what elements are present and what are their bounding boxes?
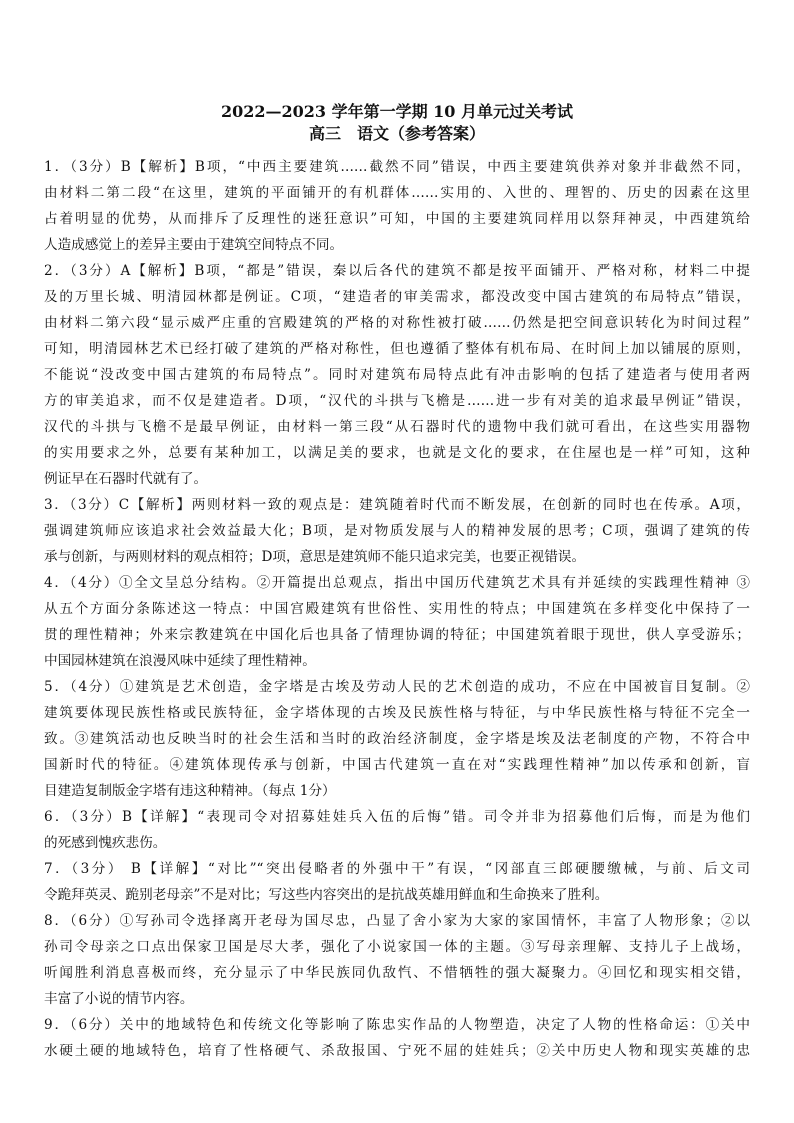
answer-text-line: 中国园林建筑在浪漫风味中延续了理性精神。 [44, 653, 316, 669]
answer-text-line: 国新时代的特征。④建筑体现传承与创新，中国古代建筑一直在对“实践理性精神”加以传承和创新，盲 [44, 757, 750, 773]
answer-text-line: 及的万里长城、明清园林都是例证。C项，“建造者的审美需求，都没改变中国古建筑的布局特点”错误， [44, 289, 750, 305]
answer-text-line: 孙司令母亲之口点出保家卫国是尽大孝，强化了小说家国一体的主题。③写母亲理解、支持儿子上战场， [44, 939, 750, 955]
answer-item [44, 856, 750, 908]
answer-item [44, 674, 750, 804]
answer-list [44, 154, 750, 1064]
answer-text-line: 由材料二第六段“显示威严庄重的宫殿建筑的严格的对称性被打破……仍然是把空间意识转化为时间过程” [44, 315, 750, 331]
answer-text-line: 7．（3分） B【详解】“对比”“突出侵略者的外强中干”有误，“冈部直三郎硬腰缴械，与前、后文司 [44, 861, 750, 877]
answer-text-line: 2．（3分）A【解析】B项，“都是”错误，秦以后各代的建筑不都是按平面铺开、严格对称，材料二中提 [44, 263, 750, 279]
answer-text-line: 3．（3分）C【解析】两则材料一致的观点是：建筑随着时代而不断发展，在创新的同时也在传承。A项， [44, 497, 750, 513]
answer-text-line: 强调建筑师应该追求社会效益最大化；B项，是对物质发展与人的精神发展的思考；C项，强调了建筑的传 [44, 523, 750, 539]
answer-item [44, 804, 750, 856]
answer-text-line: 丰富了小说的情节内容。 [44, 991, 194, 1007]
answer-text-line: 不能说“没改变中国古建筑的布局特点”。同时对建筑布局特点此有冲击影响的包括了建造者与使用者两 [44, 367, 750, 383]
answer-item [44, 492, 750, 570]
answer-item [44, 908, 750, 1012]
answer-text-line: 1．（3分）B【解析】B项，“中西主要建筑……截然不同”错误，中西主要建筑供养对象并非截然不同， [44, 159, 750, 175]
answer-item [44, 570, 750, 674]
answer-text-line: 人造成感觉上的差异主要由于建筑空间特点不同。 [44, 237, 344, 253]
answer-text-line: 从五个方面分条陈述这一特点：中国宫殿建筑有世俗性、实用性的特点；中国建筑在多样变化中保持了一 [44, 601, 750, 617]
answer-text-line: 5．（4分）①建筑是艺术创造，金字塔是古埃及劳动人民的艺术创造的成功，不应在中国被盲目复制。② [44, 679, 750, 695]
page-subtitle: 高三 语文（参考答案） [308, 124, 485, 143]
answer-text-line: 6．（3分）B【详解】“表现司令对招募娃娃兵入伍的后悔”错。司令并非为招募他们后悔，而是为他们 [44, 809, 750, 825]
answer-text-line: 水硬土硬的地域特色，培育了性格硬气、杀敌报国、宁死不屈的娃娃兵；②关中历史人物和现实英雄的忠 [44, 1043, 750, 1059]
answer-text-line: 致。③建筑活动也反映当时的社会生活和当时的政治经济制度，金字塔是埃及法老制度的产物，不符合中 [44, 731, 750, 747]
answer-text-line: 8．（6分）①写孙司令选择离开老母为国尽忠，凸显了舍小家为大家的家国情怀，丰富了人物形象；②以 [44, 913, 750, 929]
answer-text-line: 汉代的斗拱与飞檐不是最早例证，由材料一第三段“从石器时代的遗物中我们就可看出，在这些实用器物 [44, 419, 750, 435]
answer-text-line: 占着明显的优势，从而排斥了反理性的迷狂意识”可知，中国的主要建筑同样用以祭拜神灵，中西建筑给 [44, 211, 750, 227]
answer-text-line: 可知，明清园林艺术已经打破了建筑的严格对称性，但也遵循了整体有机布局、在时间上加以铺展的原则， [44, 341, 750, 357]
page-title: 2022—2023 学年第一学期 10 月单元过关考试 [220, 102, 574, 121]
answer-text-line: 目建造复制版金字塔有违这种精神。（每点 1分） [44, 783, 336, 799]
answer-text-line: 的实用要求之外，总要有某种加工，以满足美的要求，也就是文化的要求，在住屋也是一样”可知，这种 [44, 445, 750, 461]
answer-text-line: 方的审美追求，而不仅是建造者。D项，“汉代的斗拱与飞檐是……进一步有对美的追求最早例证”错误， [44, 393, 750, 409]
answer-text-line: 的死感到愧疚悲伤。 [44, 835, 167, 851]
answer-text-line: 例证早在石器时代就有了。 [44, 471, 208, 487]
answer-item [44, 258, 750, 492]
answer-text-line: 承与创新，与两则材料的观点相符；D项，意思是建筑师不能只追求完美，也要正视错误。 [44, 549, 586, 565]
answer-text-line: 9．（6分）关中的地域特色和传统文化等影响了陈忠实作品的人物塑造，决定了人物的性格命运：①关中 [44, 1017, 750, 1033]
answer-text-line: 建筑要体现民族性格或民族特征，金字塔体现的古埃及民族性格与特征，与中华民族性格与特征不完全一 [44, 705, 750, 721]
answer-text-line: 由材料二第二段“在这里，建筑的平面铺开的有机群体……实用的、入世的、理智的、历史的因素在这里 [44, 185, 750, 201]
answer-text-line: 贯的理性精神；外来宗教建筑在中国化后也具备了情理协调的特征；中国建筑着眼于现世，供人享受游乐； [44, 627, 750, 643]
answer-item [44, 154, 750, 258]
answer-text-line: 令跪拜英灵、跪别老母亲”不是对比；写这些内容突出的是抗战英雄用鲜血和生命换来了胜利。 [44, 887, 609, 903]
answer-text-line: 4．（4分）①全文呈总分结构。②开篇提出总观点，指出中国历代建筑艺术具有并延续的实践理性精神 ③ [44, 575, 750, 591]
answer-text-line: 听闻胜利消息喜极而终，充分显示了中华民族同仇敌忾、不惜牺牲的强大凝聚力。④回忆和现实相交错， [44, 965, 750, 981]
answer-item [44, 1012, 750, 1064]
